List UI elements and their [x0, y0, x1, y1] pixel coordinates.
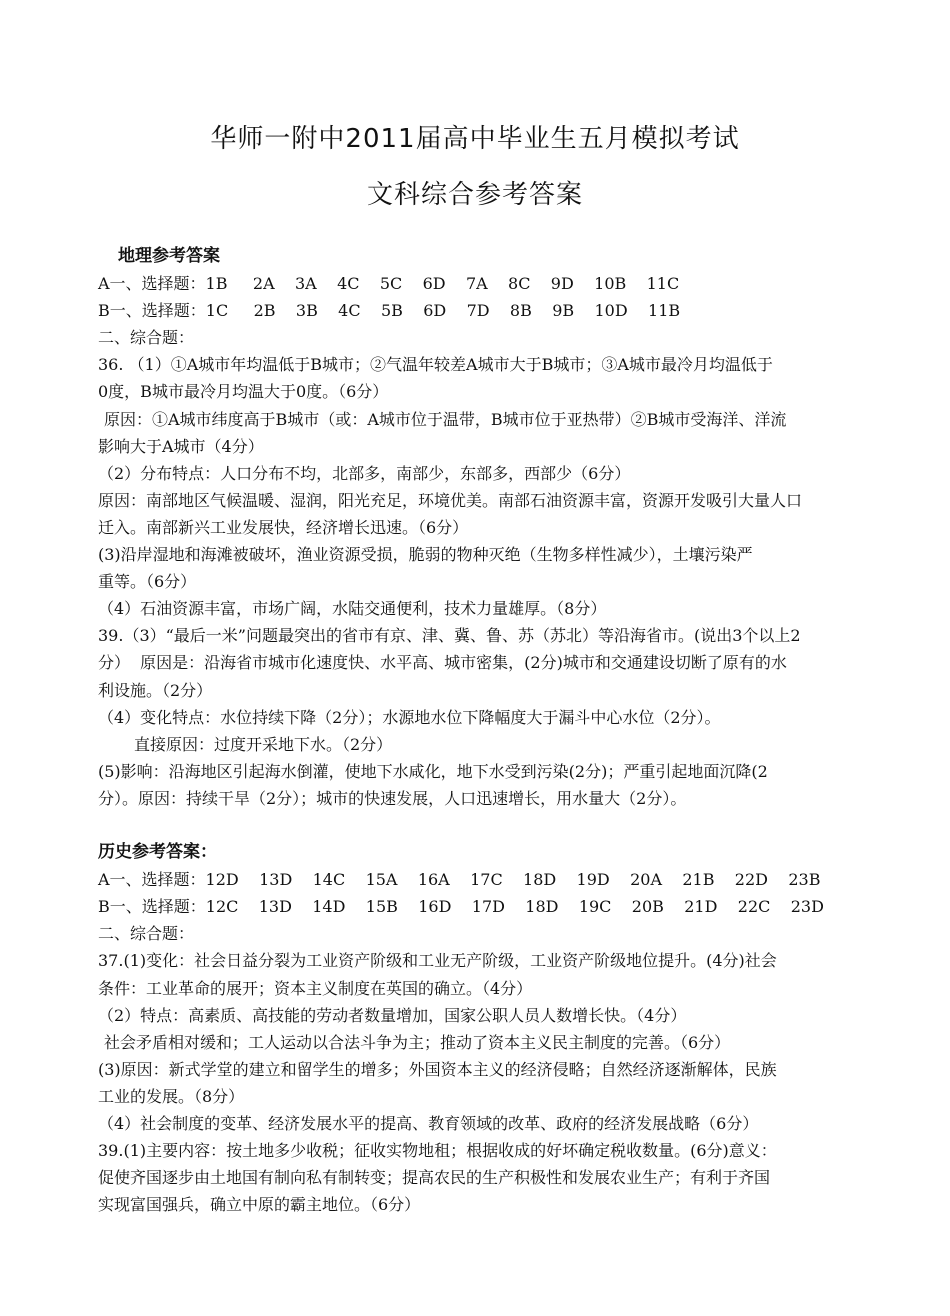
geography-q36-line: （4）石油资源丰富，市场广阔，水陆交通便利，技术力量雄厚。（8分）	[98, 599, 607, 619]
geography-q36-line: 影响大于A城市（4分）	[98, 436, 264, 456]
answer-body	[98, 243, 860, 1218]
geography-q36-line: (3)沿岸湿地和海滩被破坏，渔业资源受损，脆弱的物种灭绝（生物多样性减少），土壤污染严	[98, 545, 753, 565]
geography-q39-line: 39.（3）“最后一米”问题最突出的省市有京、津、冀、鲁、苏（苏北）等沿海省市。(说出3个以上2	[98, 626, 801, 646]
history-q37-line: 工业的发展。（8分）	[98, 1086, 245, 1106]
geography-q39-line: 分） 原因是：沿海省市城市化速度快、水平高、城市密集，(2分)城市和交通建设切断了原有的水	[98, 653, 787, 673]
page-title: 华师一附中2011届高中毕业生五月模拟考试	[210, 124, 740, 154]
geography-q39-line: 利设施。（2分）	[98, 680, 213, 700]
geography-q36-line: 36. （1）①A城市年均温低于B城市；②气温年较差A城市大于B城市；③A城市最冷月均温低于	[98, 355, 773, 375]
history-b-choices: B一、选择题：12C 13D 14D 15B 16D 17D 18D 19C 20B 21D 22C 23D	[98, 897, 824, 917]
geography-q36-line: 0度，B城市最冷月均温大于0度。（6分）	[98, 382, 389, 402]
geography-q36-line: 重等。（6分）	[98, 572, 197, 592]
geography-q39-line: (5)影响：沿海地区引起海水倒灌，使地下水咸化，地下水受到污染(2分)；严重引起地面沉降(2	[98, 761, 768, 781]
history-q37-line: (3)原因：新式学堂的建立和留学生的增多；外国资本主义的经济侵略；自然经济逐渐解体，民族	[98, 1059, 777, 1079]
history-heading: 历史参考答案：	[98, 842, 217, 863]
geography-q36-line: （2）分布特点：人口分布不均，北部多，南部少，东部多，西部少（6分）	[98, 463, 631, 483]
geography-a-choices: A一、选择题：1B 2A 3A 4C 5C 6D 7A 8C 9D 10B 11C	[98, 274, 680, 294]
section-spacer	[98, 812, 860, 839]
history-q39-line: 39.(1)主要内容：按土地多少收税；征收实物地租；根据收成的好坏确定税收数量。(6分)意义：	[98, 1141, 777, 1161]
history-q37-line: 条件：工业革命的展开；资本主义制度在英国的确立。（4分）	[98, 978, 533, 998]
history-q37-line: 37.(1)变化：社会日益分裂为工业资产阶级和工业无产阶级，工业资产阶级地位提升。(4分)社会	[98, 951, 777, 971]
geography-heading: 地理参考答案	[118, 246, 220, 266]
history-q39-line: 促使齐国逐步由土地国有制向私有制转变；提高农民的生产积极性和发展农业生产；有利于齐国	[98, 1168, 771, 1188]
geography-q39-line: 分）。原因：持续干旱（2分）；城市的快速发展，人口迅速增长，用水量大（2分）。	[98, 788, 687, 808]
geography-q36-line: 原因：①A城市纬度高于B城市（或：A城市位于温带，B城市位于亚热带）②B城市受海洋、洋流	[104, 409, 787, 429]
geography-q39-line: （4）变化特点：水位持续下降（2分）；水源地水位下降幅度大于漏斗中心水位（2分）。	[98, 707, 721, 727]
history-a-choices: A一、选择题：12D 13D 14C 15A 16A 17C 18D 19D 20A 21B 22D 23B	[98, 870, 821, 890]
history-q39-line: 实现富国强兵，确立中原的霸主地位。（6分）	[98, 1195, 421, 1215]
geography-q36-line: 原因：南部地区气候温暖、湿润，阳光充足，环境优美。南部石油资源丰富，资源开发吸引大量人口	[98, 490, 803, 510]
geography-b-choices: B一、选择题：1C 2B 3B 4C 5B 6D 7D 8B 9B 10D 11B	[98, 301, 681, 321]
history-q37-line: （4）社会制度的变革、经济发展水平的提高、教育领域的改革、政府的经济发展战略（6分）	[98, 1114, 759, 1133]
geography-q39-line: 直接原因：过度开采地下水。（2分）	[134, 734, 393, 754]
geography-q36-line: 迁入。南部新兴工业发展快，经济增长迅速。（6分）	[98, 517, 469, 537]
history-q37-line: 社会矛盾相对缓和；工人运动以合法斗争为主；推动了资本主义民主制度的完善。（6分）	[104, 1032, 731, 1052]
geography-section-2: 二、综合题：	[98, 328, 195, 348]
history-section-2: 二、综合题：	[98, 924, 195, 944]
history-q37-line: （2）特点：高素质、高技能的劳动者数量增加，国家公职人员人数增长快。（4分）	[98, 1005, 687, 1025]
page-subtitle: 文科综合参考答案	[366, 180, 583, 210]
